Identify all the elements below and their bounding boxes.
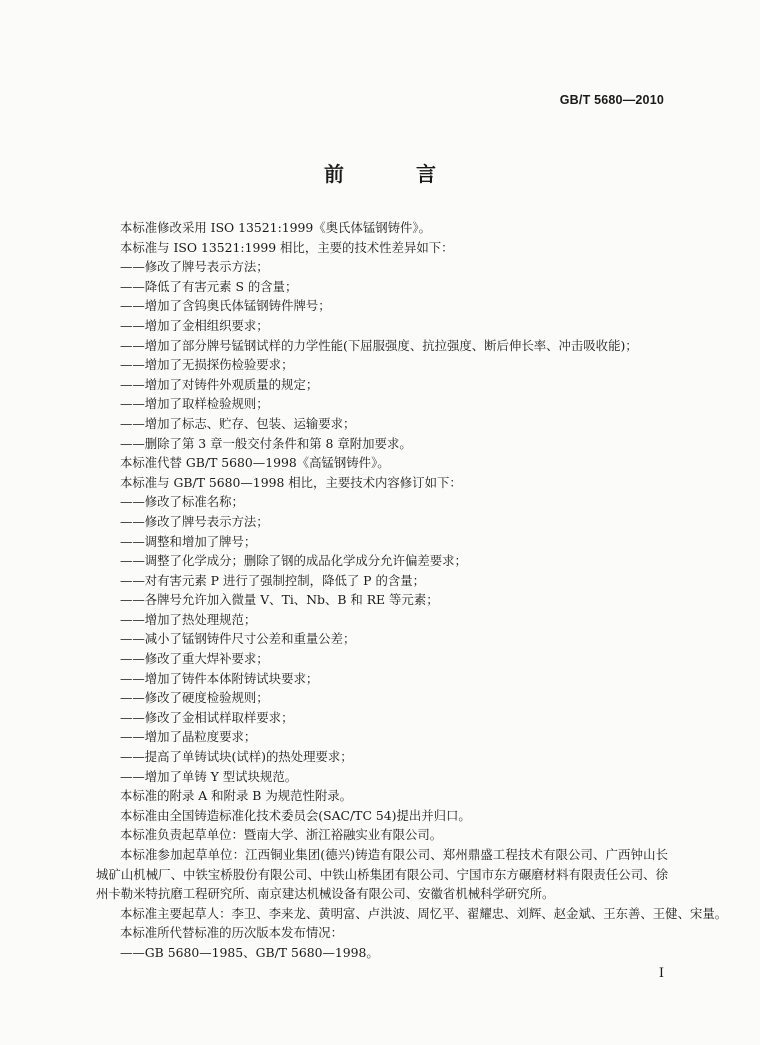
- page-number: I: [658, 966, 664, 981]
- list-item: ——提高了单铸试块(试样)的热处理要求；: [120, 749, 353, 765]
- list-item: ——修改了牌号表示方法；: [120, 513, 269, 529]
- paragraph-adoption: 本标准修改采用 ISO 13521:1999《奥氏体锰钢铸件》。: [120, 220, 431, 235]
- list-item: ——GB 5680—1985、GB/T 5680—1998。: [120, 944, 379, 960]
- list-item: ——对有害元素 P 进行了强制控制，降低了 P 的含量；: [120, 572, 426, 588]
- list-item: ——修改了重大焊补要求；: [120, 651, 269, 667]
- list-item: ——降低了有害元素 S 的含量；: [120, 278, 298, 294]
- paragraph-history: 本标准所代替标准的历次版本发布情况：: [120, 925, 344, 941]
- list-item: ——增加了无损探伤检验要求；: [120, 357, 294, 373]
- list-item: ——增加了铸件本体附铸试块要求；: [120, 670, 319, 686]
- paragraph-main-drafters: 本标准主要起草人：李卫、李来龙、黄明富、卢洪波、周忆平、翟耀忠、刘辉、赵金斌、王东善、王健、宋量。: [120, 905, 728, 921]
- list-item: ——各牌号允许加入微量 V、Ti、Nb、B 和 RE 等元素；: [120, 592, 439, 608]
- page-title: 前 言: [324, 162, 462, 186]
- list-item: ——增加了金相组织要求；: [120, 317, 269, 333]
- list-item: ——修改了标准名称；: [120, 494, 244, 510]
- list-item: ——增加了含钨奥氏体锰钢铸件牌号；: [120, 298, 331, 314]
- paragraph-annex: 本标准的附录 A 和附录 B 为规范性附录。: [120, 788, 353, 804]
- revision-list: [96, 492, 668, 786]
- list-item: ——增加了晶粒度要求；: [120, 729, 257, 745]
- paragraph-lead-drafters: 本标准负责起草单位：暨南大学、浙江裕融实业有限公司。: [120, 827, 443, 843]
- list-item: ——调整了化学成分；删除了钢的成品化学成分允许偏差要求；: [120, 553, 467, 569]
- list-item: ——删除了第 3 章一般交付条件和第 8 章附加要求。: [120, 435, 412, 451]
- document-body: [96, 218, 728, 963]
- standard-code: GB/T 5680—2010: [559, 93, 664, 107]
- paragraph-iso-comparison: 本标准与 ISO 13521:1999 相比，主要的技术性差异如下：: [120, 239, 454, 255]
- list-item: ——修改了牌号表示方法；: [120, 259, 269, 275]
- iso-diff-list: [96, 257, 668, 453]
- list-item: ——增加了标志、贮存、包装、运输要求；: [120, 415, 356, 431]
- list-item: ——增加了热处理规范；: [120, 611, 257, 627]
- list-item: ——增加了取样检验规则；: [120, 396, 269, 412]
- list-item: ——增加了单铸 Y 型试块规范。: [120, 768, 298, 784]
- list-item: ——修改了硬度检验规则；: [120, 690, 269, 706]
- list-item: ——增加了部分牌号锰钢试样的力学性能(下屈服强度、抗拉强度、断后伸长率、冲击吸收能)；: [120, 337, 638, 353]
- paragraph-committee: 本标准由全国铸造标准化技术委员会(SAC/TC 54)提出并归口。: [120, 807, 471, 823]
- list-item: ——减小了锰钢铸件尺寸公差和重量公差；: [120, 631, 356, 647]
- paragraph-revision-comparison: 本标准与 GB/T 5680—1998 相比，主要技术内容修订如下：: [120, 474, 462, 490]
- list-item: ——修改了金相试样取样要求；: [120, 709, 294, 725]
- paragraph-participating-drafters: 本标准参加起草单位：江西铜业集团(德兴)铸造有限公司、郑州鼎盛工程技术有限公司、广西钟山长城矿山机械厂、中铁宝桥股份有限公司、中铁山桥集团有限公司、宁国市东方碾磨材料有限责任公司、徐州卡勒米特抗磨工程研究所、南京建达机械设备有限公司、安徽省机械科学研究所。: [96, 847, 668, 902]
- list-item: ——增加了对铸件外观质量的规定；: [120, 376, 319, 392]
- paragraph-replaces: 本标准代替 GB/T 5680—1998《高锰钢铸件》。: [120, 455, 390, 471]
- list-item: ——调整和增加了牌号；: [120, 533, 257, 549]
